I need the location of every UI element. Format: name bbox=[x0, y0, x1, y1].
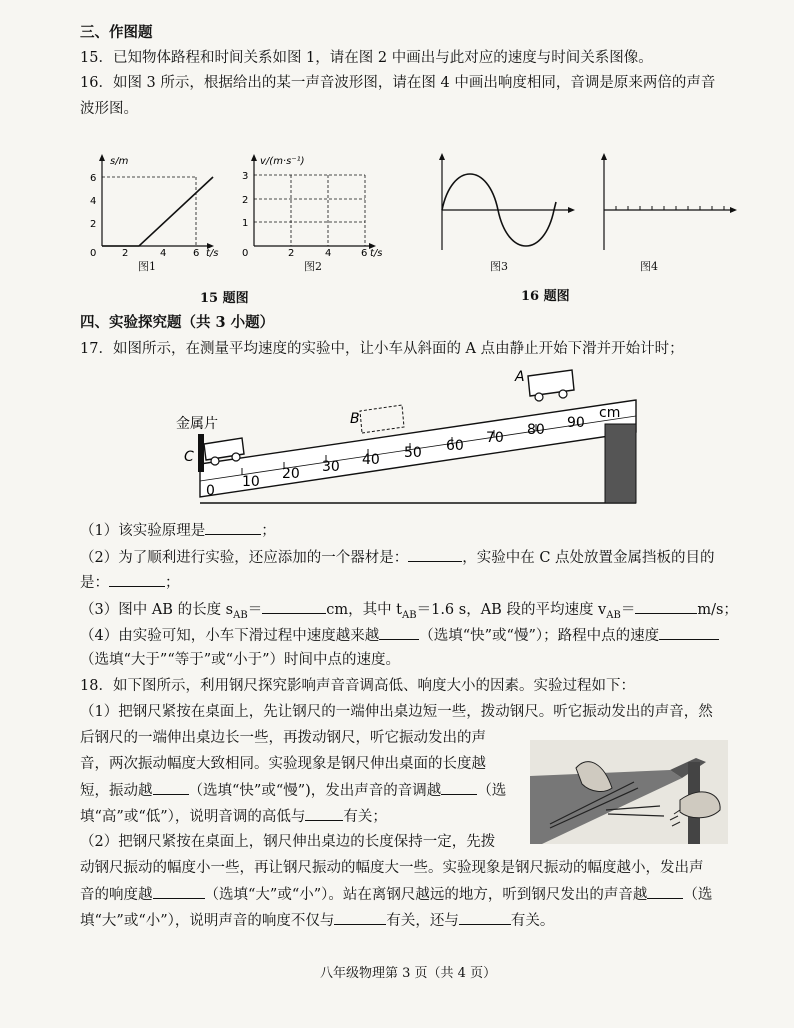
section3-heading: 三、作图题 bbox=[80, 24, 153, 41]
ramp-diagram bbox=[170, 362, 650, 512]
fig2-caption: 图2 bbox=[304, 260, 322, 273]
ruler-tick-80: 80 bbox=[527, 422, 545, 438]
fig1-xtick-0: 0 bbox=[90, 248, 97, 259]
fig2-xtick-4: 4 bbox=[325, 248, 332, 259]
fig1-ylabel: s/m bbox=[110, 156, 129, 167]
ruler-tick-50: 50 bbox=[404, 445, 422, 461]
label-B: B bbox=[350, 411, 360, 427]
fig2-xtick-6: 6 bbox=[361, 248, 368, 259]
label-A: A bbox=[515, 369, 525, 385]
fig1-graph bbox=[80, 152, 220, 260]
q17-1: （1）该实验原理是 ； bbox=[80, 520, 276, 541]
ruler-tick-0: 0 bbox=[206, 483, 215, 499]
ruler-tick-10: 10 bbox=[242, 474, 260, 490]
q18-2-line3: 音的响度越 （选填“大”或“小”）。站在离钢尺越远的地方，听到钢尺发出的声音越 （选 bbox=[80, 884, 712, 905]
page-footer: 八年级物理第 3 页（共 4 页） bbox=[320, 966, 497, 981]
q17-2-cont: 是： ； bbox=[80, 572, 180, 593]
section4-heading: 四、实验探究题（共 3 小题） bbox=[80, 314, 275, 331]
fig3-waveform bbox=[430, 150, 580, 255]
fig2-ytick-3: 3 bbox=[242, 171, 249, 182]
group15-caption: 15 题图 bbox=[200, 291, 249, 306]
fig1-xtick-6: 6 bbox=[193, 248, 200, 259]
fig2-ytick-2: 2 bbox=[242, 195, 249, 206]
q18-1-line3: 音，两次振动幅度大致相同。实验现象是钢尺伸出桌面的长度越 bbox=[80, 756, 486, 772]
q17-4: （4）由实验可知，小车下滑过程中速度越来越 （选填“快”或“慢”）；路程中点的速度 bbox=[80, 625, 719, 646]
q15-text: 15．已知物体路程和时间关系如图 1，请在图 2 中画出与此对应的速度与时间关系图像。 bbox=[80, 50, 653, 66]
fig2-ylabel: v/(m·s⁻¹) bbox=[260, 156, 305, 167]
fig3-caption: 图3 bbox=[490, 260, 508, 273]
fig1-ytick-4: 4 bbox=[90, 196, 97, 207]
fig1-xlabel: t/s bbox=[206, 248, 219, 259]
ruler-tick-60: 60 bbox=[446, 438, 464, 454]
fig2-ytick-1: 1 bbox=[242, 218, 249, 229]
metal-plate-label: 金属片 bbox=[176, 416, 218, 432]
steel-ruler-photo bbox=[530, 740, 728, 844]
q18-2-line1: （2）把钢尺紧按在桌面上，钢尺伸出桌边的长度保持一定，先拨 bbox=[80, 834, 496, 850]
ruler-tick-40: 40 bbox=[362, 452, 380, 468]
q17-4-cont: （选填“大于”“等于”或“小于”）时间中点的速度。 bbox=[80, 652, 400, 668]
fig2-xtick-0: 0 bbox=[242, 248, 249, 259]
ruler-unit: cm bbox=[599, 405, 621, 421]
q18-intro: 18．如下图所示，利用钢尺探究影响声音音调高低、响度大小的因素。实验过程如下： bbox=[80, 678, 635, 694]
q17-intro: 17．如图所示，在测量平均速度的实验中，让小车从斜面的 A 点由静止开始下滑并开始计时； bbox=[80, 341, 684, 357]
fig1-caption: 图1 bbox=[138, 260, 156, 273]
q17-3: （3）图中 AB 的长度 $s_{AB}=$ cm，其中 $t_{AB}=1.6$ s，AB 段的平均速度 $v_{AB}= m/s$； bbox=[80, 599, 738, 626]
q18-1-line2: 后钢尺的一端伸出桌边长一些，再拨动钢尺，听它振动发出的声 bbox=[80, 730, 486, 746]
fig1-ytick-6: 6 bbox=[90, 173, 97, 184]
q18-2-line4: 填“大”或“小”），说明声音的响度不仅与 有关，还与 有关。 bbox=[80, 910, 554, 931]
ruler-tick-70: 70 bbox=[486, 430, 504, 446]
car-at-A bbox=[528, 370, 574, 401]
fig1-ytick-2: 2 bbox=[90, 219, 97, 230]
q16-text-line1: 16．如图 3 所示，根据给出的某一声音波形图，请在图 4 中画出响度相同，音调是原来两倍的声音 bbox=[80, 75, 716, 91]
fig1-xtick-4: 4 bbox=[160, 248, 167, 259]
q17-2: （2）为了顺利进行实验，还应添加的一个器材是： ，实验中在 C 点处放置金属挡板的目的 bbox=[80, 547, 715, 568]
fig2-xlabel: t/s bbox=[370, 248, 382, 259]
fig2-xtick-2: 2 bbox=[288, 248, 295, 259]
ruler-tick-20: 20 bbox=[282, 466, 300, 482]
q16-text-line2: 波形图。 bbox=[80, 101, 138, 117]
ruler-tick-90: 90 bbox=[567, 415, 585, 431]
label-C: C bbox=[184, 449, 194, 465]
q18-1-line5: 填“高”或“低”），说明音调的高低与 有关； bbox=[80, 806, 387, 827]
q18-1-line4: 短，振动越 （选填“快”或“慢”)，发出声音的音调越 （选 bbox=[80, 780, 506, 801]
fig4-blank-axes bbox=[592, 150, 742, 255]
q18-2-line2: 动钢尺振动的幅度小一些，再让钢尺振动的幅度大一些。实验现象是钢尺振动的幅度越小，发出声 bbox=[80, 860, 704, 876]
group16-caption: 16 题图 bbox=[521, 289, 570, 304]
fig1-xtick-2: 2 bbox=[122, 248, 129, 259]
ruler-tick-30: 30 bbox=[322, 459, 340, 475]
fig4-caption: 图4 bbox=[640, 260, 658, 273]
q18-1-line1: （1）把钢尺紧按在桌面上，先让钢尺的一端伸出桌边短一些，拨动钢尺。听它振动发出的声音，然 bbox=[80, 704, 713, 720]
fig2-graph bbox=[232, 152, 382, 260]
